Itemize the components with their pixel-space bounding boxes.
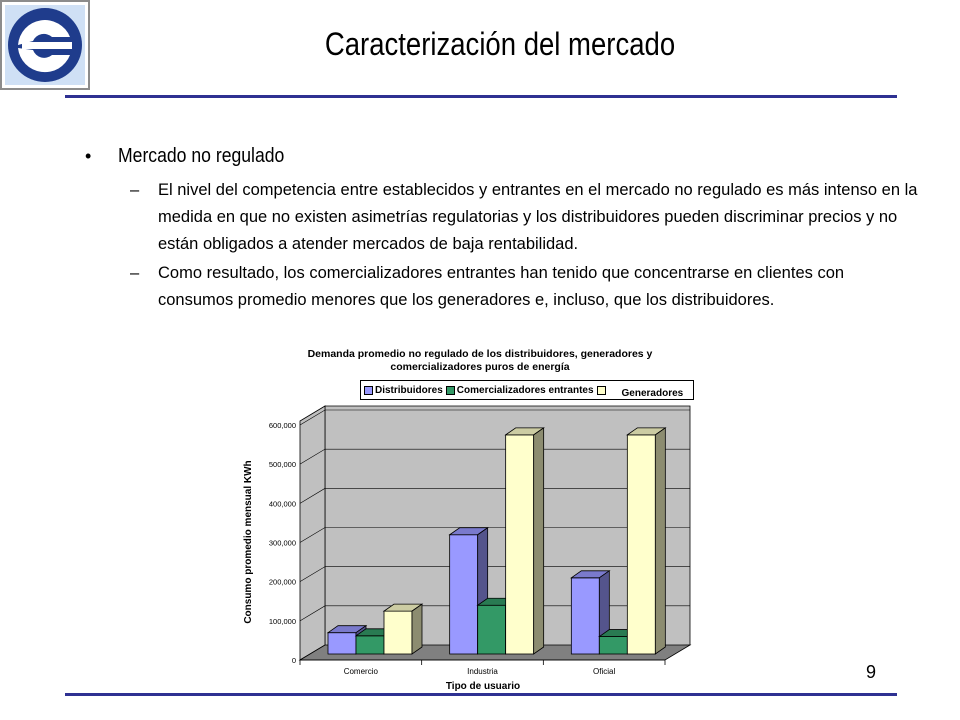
y-tick-label: 100,000	[268, 616, 296, 626]
sub-bullet-text: Como resultado, los comercializadores entrantes han tenido que concentrarse en clientes con consumos promedio menores que los generadores e, incluso, que los distribuidores.	[158, 264, 845, 309]
y-tick-label: 600,000	[268, 421, 296, 430]
footer-divider	[65, 693, 897, 696]
dash-symbol: –	[130, 181, 140, 199]
bar-side	[655, 428, 665, 654]
slide-title: Caracterización del mercado	[324, 26, 676, 62]
y-tick-label: 300,000	[268, 538, 296, 548]
chart-title: Demanda promedio no regulado de los distribuidores, generadores y comercializadores puros de energía	[307, 348, 653, 373]
bar-comercializadores-entrantes	[478, 605, 506, 654]
y-tick-label: 0	[291, 656, 296, 665]
x-tick-label: Industria	[467, 667, 498, 676]
bar-generadores	[506, 435, 534, 654]
bar-side	[412, 604, 422, 654]
bullet-text: Mercado no regulado	[118, 145, 285, 167]
page-number: 9	[866, 662, 877, 682]
bar-comercializadores-entrantes	[599, 637, 627, 654]
y-tick-label: 200,000	[268, 577, 296, 587]
bullet-symbol: •	[85, 146, 92, 166]
y-tick-label: 500,000	[268, 460, 296, 470]
bar-generadores	[384, 611, 412, 654]
chart-side-wall	[300, 406, 325, 660]
bar-comercializadores-entrantes	[356, 636, 384, 654]
bar-distribuidores	[328, 633, 356, 654]
y-axis-title: Consumo promedio mensual KWh	[243, 460, 254, 624]
x-tick-label: Oficial	[593, 667, 616, 676]
legend-label: Generadores	[621, 387, 684, 399]
legend-label: Comercializadores entrantes	[456, 384, 594, 396]
x-axis-title: Tipo de usuario	[445, 681, 521, 692]
dash-symbol: –	[130, 264, 140, 282]
bar-distribuidores	[450, 535, 478, 654]
bar-side	[534, 428, 544, 654]
y-tick-label: 400,000	[268, 499, 296, 509]
legend-label: Distribuidores	[375, 384, 443, 396]
bar-distribuidores	[571, 578, 599, 654]
x-tick-label: Comercio	[343, 667, 378, 676]
sub-bullet-text: El nivel del competencia entre establecidos y entrantes en el mercado no regulado es más intenso en la medida en que no existen asimetrías regulatorias y los distribuidores pueden discriminar precios y no están obligados a atender mercados de baja rentabilidad.	[158, 181, 918, 253]
bar-generadores	[627, 435, 655, 654]
